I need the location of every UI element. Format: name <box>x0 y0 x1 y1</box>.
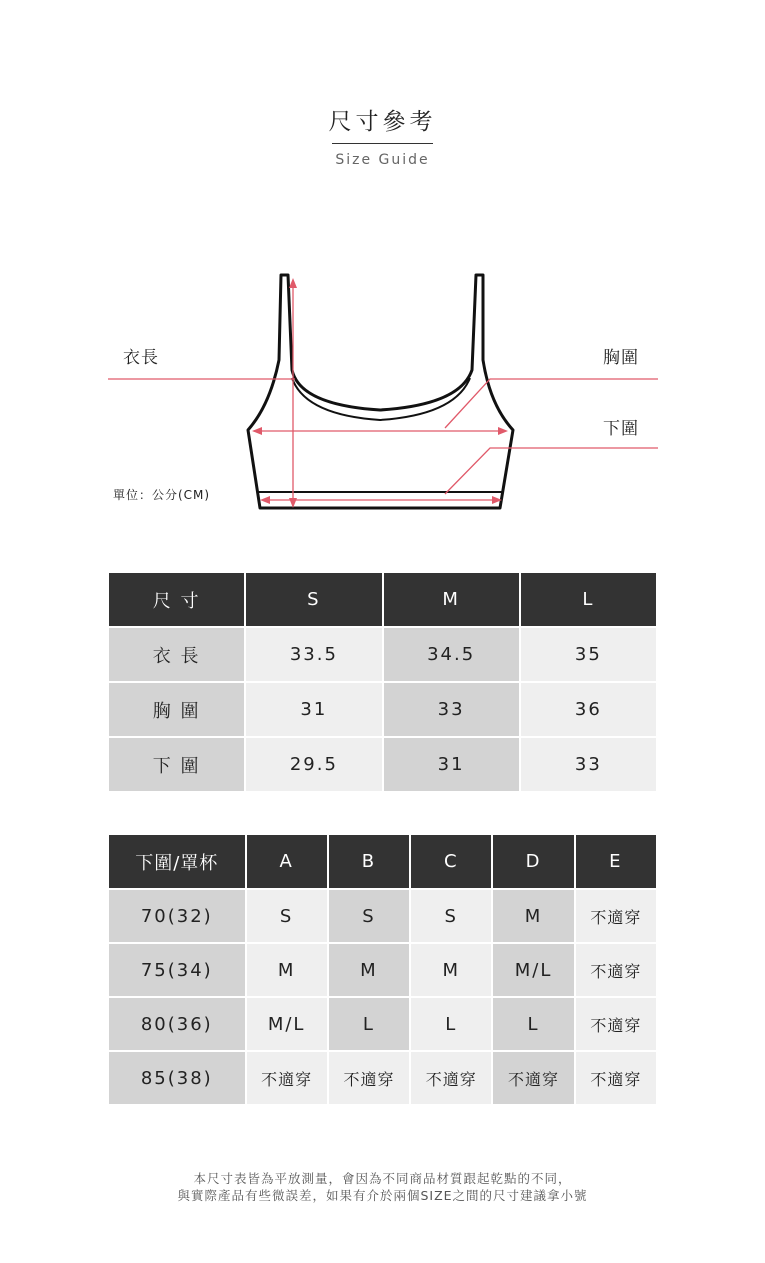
header-cell: S <box>246 573 381 626</box>
table-header-row <box>109 835 656 888</box>
underbust-label-line <box>445 448 658 494</box>
table-row <box>109 683 656 736</box>
table-cell: 31 <box>246 683 381 736</box>
bust-arrowhead-left <box>252 427 262 435</box>
table-cell: L <box>493 998 573 1050</box>
table-cell: 33 <box>521 738 656 791</box>
header-cell: B <box>329 835 409 888</box>
table-cell: M/L <box>247 998 327 1050</box>
table-header-row <box>109 573 656 626</box>
table-row <box>109 998 656 1050</box>
footer-note <box>0 1170 765 1204</box>
length-arrowhead-top <box>289 278 297 288</box>
row-label: 衣 長 <box>109 628 244 681</box>
underbust-label: 下圍 <box>603 419 639 439</box>
table-cell: 34.5 <box>384 628 519 681</box>
row-label: 80(36) <box>109 998 245 1050</box>
header-cell: A <box>247 835 327 888</box>
header-cell: E <box>576 835 656 888</box>
cup-table <box>107 833 658 1106</box>
table-cell: L <box>329 998 409 1050</box>
bust-arrowhead-right <box>498 427 508 435</box>
table-cell: 31 <box>384 738 519 791</box>
table-cell: L <box>411 998 491 1050</box>
table-cell: 35 <box>521 628 656 681</box>
table-cell: M <box>247 944 327 996</box>
header-cell: M <box>384 573 519 626</box>
table-cell: S <box>247 890 327 942</box>
table-cell: 不適穿 <box>247 1052 327 1104</box>
table-cell: 33 <box>384 683 519 736</box>
row-label: 下 圍 <box>109 738 244 791</box>
table-row <box>109 1052 656 1104</box>
header-cell: 尺 寸 <box>109 573 244 626</box>
row-label: 85(38) <box>109 1052 245 1104</box>
table-row <box>109 738 656 791</box>
garment-diagram <box>0 260 765 520</box>
table-cell: 不適穿 <box>576 890 656 942</box>
bust-label: 胸圍 <box>603 348 639 368</box>
underbust-arrowhead-left <box>260 496 270 504</box>
row-label: 70(32) <box>109 890 245 942</box>
table-cell: 33.5 <box>246 628 381 681</box>
table-cell: 36 <box>521 683 656 736</box>
table-cell: M/L <box>493 944 573 996</box>
garment-outline <box>248 275 513 508</box>
table-cell: S <box>329 890 409 942</box>
size-table <box>107 571 658 793</box>
header-cell: D <box>493 835 573 888</box>
unit-label: 單位：公分(CM) <box>113 488 211 502</box>
title-underline <box>332 143 433 144</box>
table-cell: M <box>411 944 491 996</box>
row-label: 胸 圍 <box>109 683 244 736</box>
page-title: 尺寸參考 <box>328 109 437 135</box>
table-row <box>109 890 656 942</box>
table-cell: 不適穿 <box>329 1052 409 1104</box>
header-cell: 下圍/罩杯 <box>109 835 245 888</box>
length-label: 衣長 <box>123 348 159 368</box>
header-cell: L <box>521 573 656 626</box>
table-cell: M <box>493 890 573 942</box>
page-subtitle: Size Guide <box>335 152 430 168</box>
table-cell: 不適穿 <box>576 998 656 1050</box>
table-cell: S <box>411 890 491 942</box>
footer-note-line: 與實際產品有些微誤差，如果有介於兩個SIZE之間的尺寸建議拿小號 <box>177 1188 588 1203</box>
table-cell: M <box>329 944 409 996</box>
footer-note-line: 本尺寸表皆為平放測量，會因為不同商品材質跟起乾點的不同， <box>193 1171 572 1186</box>
table-row <box>109 628 656 681</box>
table-row <box>109 944 656 996</box>
table-cell: 不適穿 <box>411 1052 491 1104</box>
table-cell: 不適穿 <box>493 1052 573 1104</box>
table-cell: 不適穿 <box>576 1052 656 1104</box>
row-label: 75(34) <box>109 944 245 996</box>
header-cell: C <box>411 835 491 888</box>
table-cell: 29.5 <box>246 738 381 791</box>
table-cell: 不適穿 <box>576 944 656 996</box>
